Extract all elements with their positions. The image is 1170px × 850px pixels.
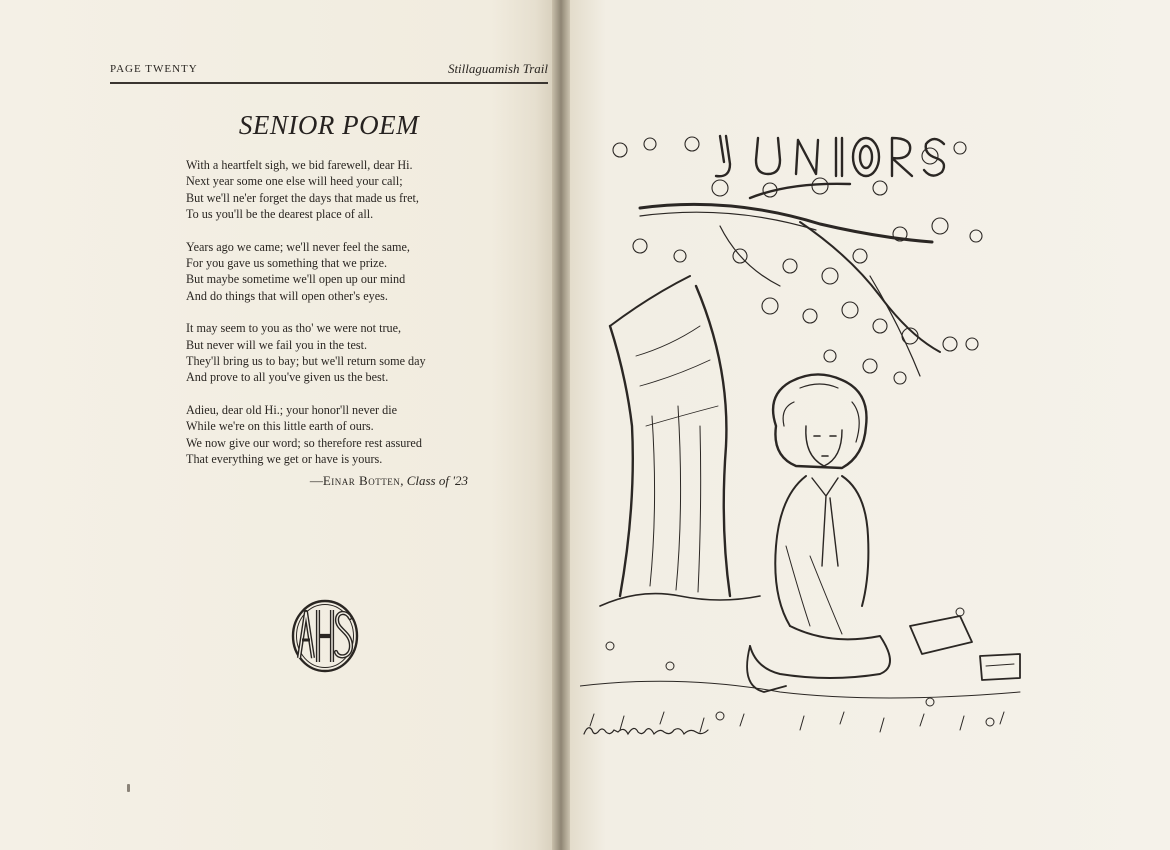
girl-under-tree-illustration-icon [580,126,1030,746]
author-name: Einar Botten [322,473,401,488]
poem-title: SENIOR POEM [238,110,420,140]
poem-attribution [160,473,468,489]
publication-title: Stillaguamish Trail [447,61,548,76]
poem-line: That everything we get or have is yours. [186,452,383,467]
attribution-separator: , [400,473,407,488]
poem-line: And do things that will open other's eyes. [186,288,388,303]
poem-line: Next year some one else will heed your call; [186,174,403,189]
poem-line: But we'll ne'er forget the days that made us fret, [186,190,419,205]
poem-line: For you gave us something that we prize. [186,256,388,271]
poem-line: It may seem to you as tho' we were not true, [186,321,402,336]
book-gutter [552,0,572,850]
poem-line: Years ago we came; we'll never feel the same, [186,239,410,254]
attribution-dash: — [309,473,323,488]
artist-signature-icon [580,720,720,740]
stanza-3 [186,320,516,386]
poem-line: But maybe sometime we'll open up our mind [186,272,406,287]
page-number: PAGE TWENTY [110,63,198,75]
running-head [110,60,548,84]
author-class: Class of '23 [406,473,468,488]
poem-line: With a heartfelt sigh, we bid farewell, dear Hi. [186,158,413,172]
paper-speck [127,784,130,792]
poem-line: Adieu, dear old Hi.; your honor'll never die [186,402,398,417]
stanza-1 [186,157,516,223]
poem-body [186,157,516,484]
left-page [0,0,558,850]
poem-line: They'll bring us to bay; but we'll return some day [186,354,426,369]
poem-line: And prove to all you've given us the best. [186,370,389,385]
juniors-banner-icon [716,136,944,176]
ahs-monogram-icon [290,598,360,674]
stanza-4 [186,402,516,468]
stanza-2 [186,239,516,305]
poem-line: But never will we fail you in the test. [186,337,368,352]
poem-line: To us you'll be the dearest place of all. [186,207,374,222]
poem-line: We now give our word; so therefore rest assured [186,435,422,450]
poem-line: While we're on this little earth of ours. [186,419,374,434]
